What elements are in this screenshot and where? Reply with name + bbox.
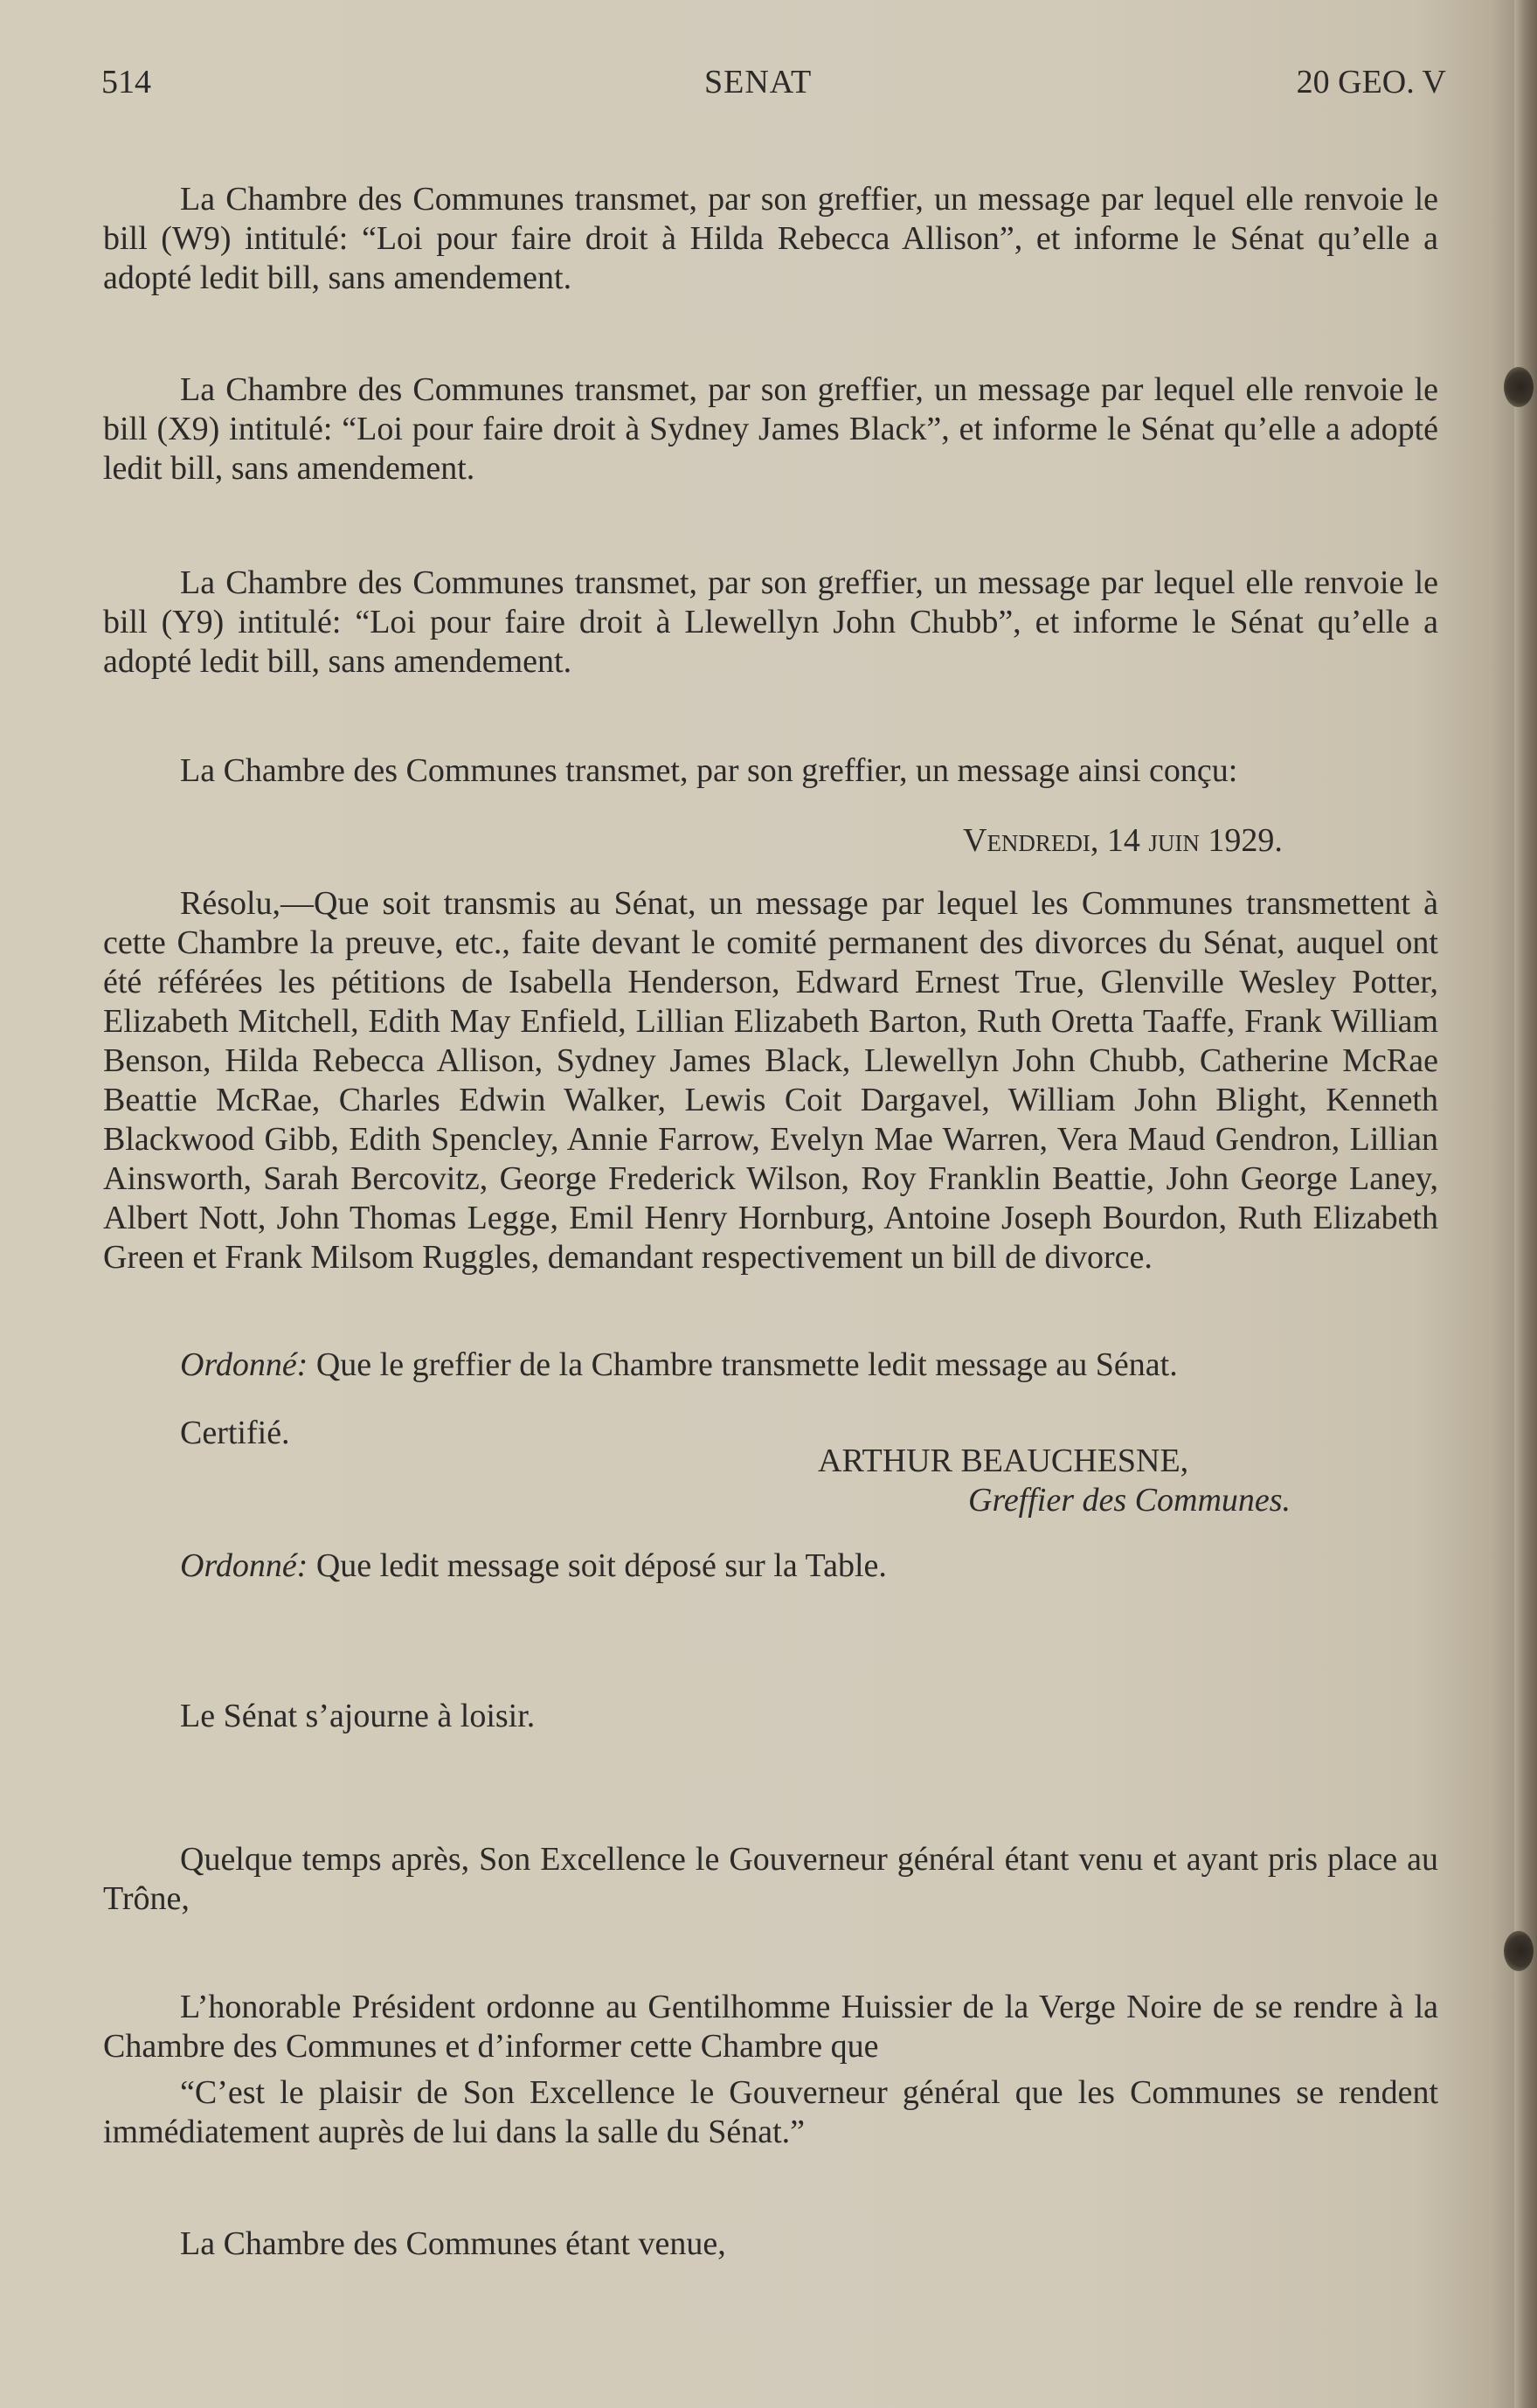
ordonne-table xyxy=(103,1547,1438,1586)
ordonne-text: Que le greffier de la Chambre transmette ledit message au Sénat. xyxy=(308,1346,1178,1383)
paragraph-message-intro: La Chambre des Communes transmet, par son greffier, un message ainsi conçu: xyxy=(180,752,1238,789)
page-number: 514 xyxy=(101,64,151,100)
volume-label: 20 GEO. V xyxy=(1296,64,1446,100)
binding-edge xyxy=(1514,0,1537,2408)
adjourn-paragraph: Le Sénat s’ajourne à loisir. xyxy=(180,1698,536,1734)
president-paragraph: L’honorable Président ordonne au Gentilhomme Huissier de la Verge Noire de se rendre à la Chambre des Communes et d’informer cette Chambre que xyxy=(103,1989,1438,2065)
quote-paragraph: “C’est le plaisir de Son Excellence le Gouverneur général que les Communes se rendent immédiatement auprès de lui dans la salle du Sénat.” xyxy=(103,2074,1438,2150)
governor-paragraph: Quelque temps après, Son Excellence le Gouverneur général étant venu et ayant pris place au Trône, xyxy=(103,1841,1438,1917)
punch-hole-top xyxy=(1504,367,1534,407)
signature-title: Greffier des Communes. xyxy=(968,1482,1291,1519)
ordonne-label: Ordonné: xyxy=(180,1346,308,1383)
date-line: Vendredi, 14 juin 1929. xyxy=(963,822,1283,859)
punch-hole-bottom xyxy=(1504,1931,1534,1971)
resolution-paragraph: Résolu,—Que soit transmis au Sénat, un message par lequel les Communes transmettent à cette Chambre la preuve, etc., faite devant le comité permanent des divorces du Sénat, auquel ont été référées les pétitions de Isabella Henderson, Edward Ernest True, Glenville Wesley Potter, Elizabeth Mitchell, Edith May Enfield, Lillian Elizabeth Barton, Ruth Oretta Taaffe, Frank William Benson, Hilda Rebecca Allison, Sydney James Black, Llewellyn John Chubb, Catherine McRae Beattie McRae, Charles Edwin Walker, Lewis Coit Dargavel, William John Blight, Kenneth Blackwood Gibb, Edith Spencley, Annie Farrow, Evelyn Mae Warren, Vera Maud Gendron, Lillian Ainsworth, Sarah Bercovitz, George Frederick Wilson, Roy Franklin Beattie, John George Laney, Albert Nott, John Thomas Legge, Emil Henry Hornburg, Antoine Joseph Bourdon, Ruth Elizabeth Green et Frank Milsom Ruggles, demandant respectivement un bill de divorce. xyxy=(103,885,1438,1276)
paragraph-bill-w9: La Chambre des Communes transmet, par son greffier, un message par lequel elle renvoie le bill (W9) intitulé: “Loi pour faire droit à Hilda Rebecca Allison”, et informe le Sénat qu’elle a adopté ledit bill, sans amendement. xyxy=(103,181,1438,296)
page-header xyxy=(101,63,1446,107)
ordonne-text: Que ledit message soit déposé sur la Table. xyxy=(308,1547,887,1584)
ordonne-transmit xyxy=(103,1346,1438,1385)
paragraph-bill-y9: La Chambre des Communes transmet, par son greffier, un message par lequel elle renvoie le bill (Y9) intitulé: “Loi pour faire droit à Llewellyn John Chubb”, et informe le Sénat qu’elle a adopté ledit bill, sans amendement. xyxy=(103,564,1438,680)
final-paragraph: La Chambre des Communes étant venue, xyxy=(180,2225,726,2262)
ordonne-label: Ordonné: xyxy=(180,1547,308,1584)
certifie-line: Certifié. xyxy=(180,1415,290,1451)
signature-name: ARTHUR BEAUCHESNE, xyxy=(818,1443,1189,1479)
paragraph-bill-x9: La Chambre des Communes transmet, par son greffier, un message par lequel elle renvoie le bill (X9) intitulé: “Loi pour faire droit à Sydney James Black”, et informe le Sénat qu’elle a adopté ledit bill, sans amendement. xyxy=(103,371,1438,487)
running-title: SENAT xyxy=(704,64,813,100)
